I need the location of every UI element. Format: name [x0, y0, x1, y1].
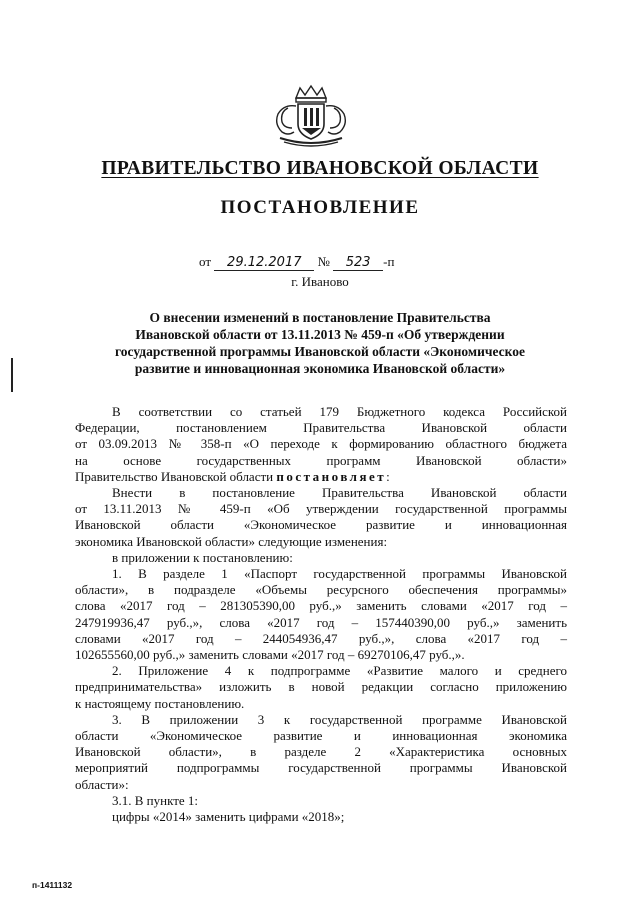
number-suffix: -п [383, 254, 395, 269]
body-line: Ивановской области», в разделе 2 «Характеристика основных [75, 744, 567, 760]
body-line: В соответствии со статьей 179 Бюджетного кодекса Российской [112, 404, 567, 419]
issue-city: г. Иваново [291, 274, 349, 289]
body-line: 247919936,47 руб.,», слова «2017 год – 157440390,00 руб.,» заменить [75, 614, 567, 630]
body-line: области «Экономическое развитие и инновационная экономика [75, 728, 567, 744]
government-title: ПРАВИТЕЛЬСТВО ИВАНОВСКОЙ ОБЛАСТИ [101, 158, 539, 179]
body-line: в приложении к постановлению: [112, 549, 293, 565]
subject-line: О внесении изменений в постановление Правительства [149, 310, 491, 325]
body-line: области»: [75, 776, 129, 792]
issue-date: 29.12.2017 [214, 256, 314, 271]
body-line: от 03.09.2013 № 358-п «О переходе к формированию областного бюджета [75, 436, 567, 452]
document-type-title: ПОСТАНОВЛЕНИЕ [220, 197, 420, 218]
coat-of-arms-emblem [266, 84, 356, 150]
body-line: к настоящему постановлению. [75, 695, 245, 711]
margin-mark [11, 358, 13, 392]
body-line: на основе государственных программ Ивановской области» [75, 452, 567, 468]
issue-date-line [199, 254, 394, 271]
subject-line: развитие и инновационная экономика Ивановской области» [134, 361, 506, 376]
body-line: предпринимательства» изложить в новой редакции согласно приложению [75, 679, 567, 695]
resolution-prefix: Правительство Ивановской области [75, 468, 277, 484]
body-line: экономика Ивановской области» следующие изменения: [75, 533, 388, 549]
body-line: Федерации, постановлением Правительства Ивановской области [75, 420, 567, 436]
document-subject [60, 309, 580, 377]
body-line: от 13.11.2013 № 459-п «Об утверждении государственной программы [75, 501, 567, 517]
body-line: 2. Приложение 4 к подпрограмме «Развитие малого и среднего [112, 663, 567, 679]
footer-code: п-1411132 [32, 880, 73, 890]
body-line [75, 469, 567, 485]
body-line: 102655560,00 руб.,» заменить словами «2017 год – 69270106,47 руб.,». [75, 647, 465, 663]
from-label: от [199, 254, 212, 269]
body-line: области», в подразделе «Объемы ресурсного обеспечения программы» [75, 582, 567, 598]
issue-number: 523 [333, 256, 383, 271]
body-line: 3. В приложении 3 к государственной программе Ивановской [112, 711, 567, 727]
body-line: 1. В разделе 1 «Паспорт государственной программы Ивановской [112, 566, 567, 582]
body-line: слова «2017 год – 281305390,00 руб.,» заменить словами «2017 год – [75, 598, 567, 614]
resolution-suffix: : [386, 468, 390, 484]
body-line: 3.1. В пункте 1: [112, 792, 199, 808]
body-line: мероприятий подпрограммы государственной программы Ивановской [75, 760, 567, 776]
body-line: словами «2017 год – 244054936,47 руб.,», слова «2017 год – [75, 630, 567, 646]
body-line: цифры «2014» заменить цифрами «2018»; [112, 809, 345, 825]
body-line: Внести в постановление Правительства Ивановской области [112, 485, 567, 501]
subject-line: Ивановской области от 13.11.2013 № 459-п «Об утверждении [135, 327, 505, 342]
number-label: № [317, 254, 330, 269]
subject-line: государственной программы Ивановской области «Экономическое [115, 344, 525, 359]
document-body [75, 404, 567, 825]
resolution-word: постановляет [276, 468, 387, 484]
body-line: Ивановской области «Экономическое развитие и инновационная [75, 517, 567, 533]
